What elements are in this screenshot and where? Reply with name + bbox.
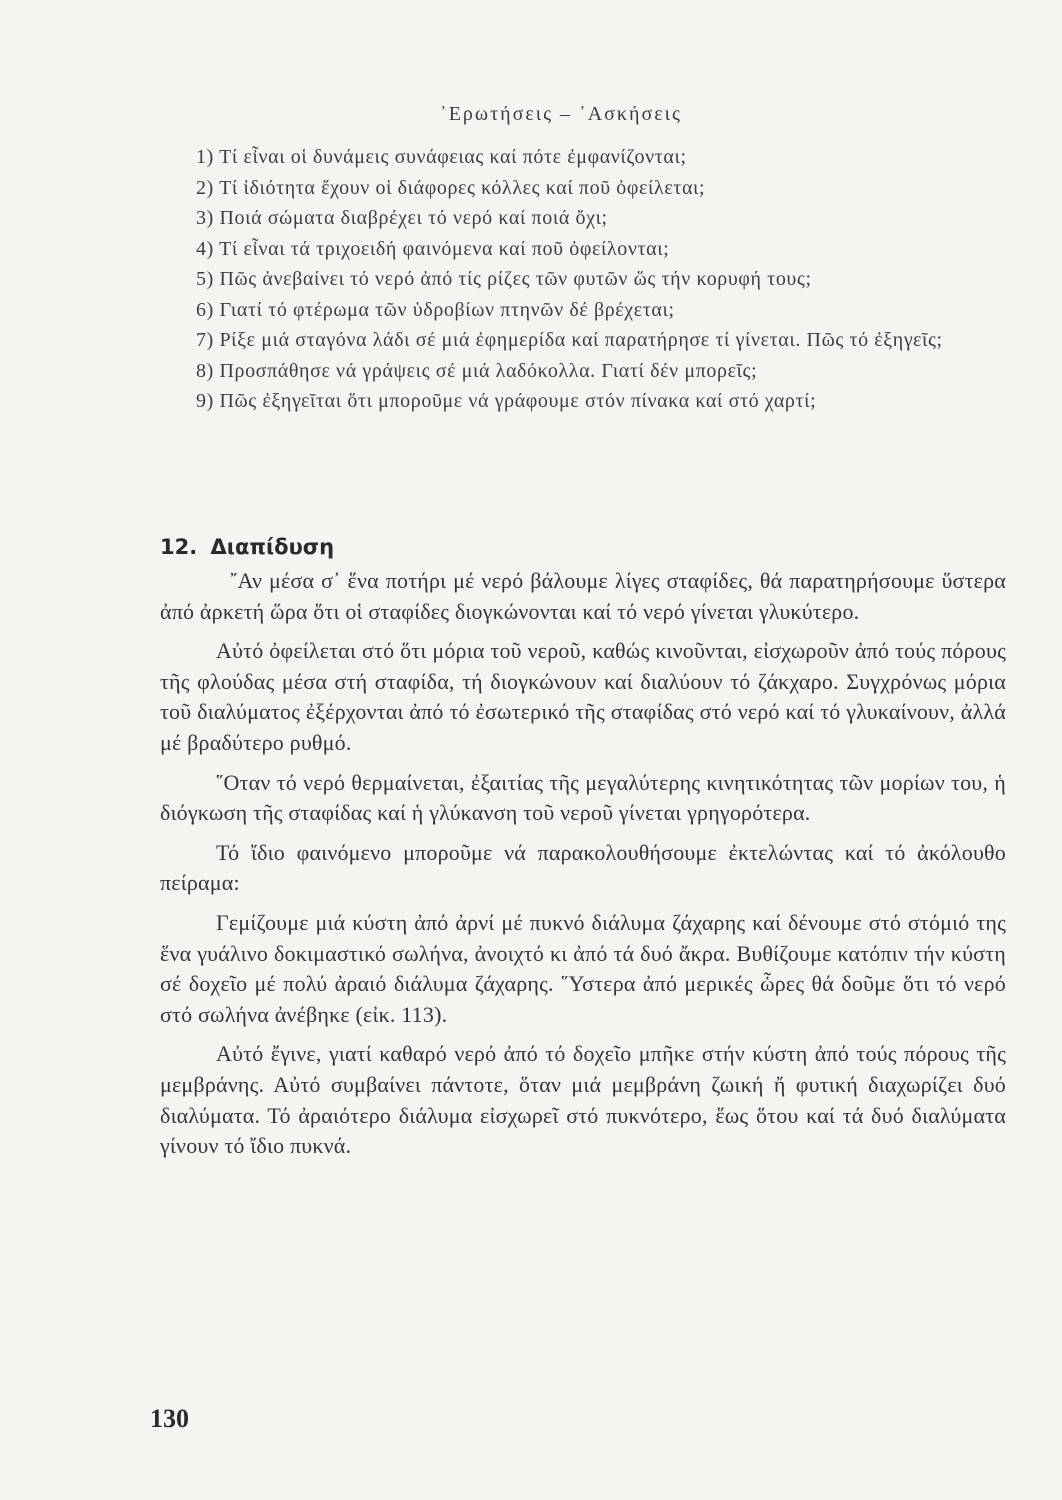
- exercise-item: 8) Προσπάθησε νά γράψεις σέ μιά λαδόκολλα. Γιατί δέν μπορεῖς;: [196, 359, 758, 382]
- exercise-item: 1) Τί εἶναι οἱ δυνάμεις συνάφειας καί πότε ἐμφανίζονται;: [196, 146, 687, 168]
- section-title: Διαπίδυση: [210, 535, 335, 559]
- paragraph: Γεμίζουμε μιά κύστη ἀπό ἀρνί μέ πυκνό διάλυμα ζάχαρης καί δένουμε στό στόμιό της ἕνα γυάλινο δοκιμαστικό σωλήνα, ἀνοιχτό κι ἀπό τά δυό ἄκρα. Βυθίζουμε κατόπιν τήν κύστη σέ δοχεῖο μέ πολύ ἀραιό διάλυμα ζάχαρης. ῞Υστερα ἀπό μερικές ὧρες θά δοῦμε ὅτι τό νερό στό σωλήνα ἀνέβηκε (εἰκ. 113).: [160, 909, 1006, 1027]
- exercise-item: 4) Τί εἶναι τά τριχοειδή φαινόμενα καί ποῦ ὀφείλονται;: [196, 237, 670, 260]
- exercise-item: 9) Πῶς ἐξηγεῖται ὅτι μποροῦμε νά γράφουμε στόν πίνακα καί στό χαρτί;: [196, 390, 817, 412]
- exercise-item: 7) Ρίξε μιά σταγόνα λάδι σέ μιά ἐφημερίδα καί παρατήρησε τί γίνεται. Πῶς τό ἐξηγεῖς;: [196, 329, 943, 351]
- exercise-item: 2) Τί ἰδιότητα ἔχουν οἱ διάφορες κόλλες καί ποῦ ὀφείλεται;: [196, 176, 706, 199]
- section-heading: [160, 535, 334, 559]
- exercise-item: 3) Ποιά σώματα διαβρέχει τό νερό καί ποιά ὄχι;: [196, 207, 608, 229]
- paragraph: Αὐτό ἔγινε, γιατί καθαρό νερό ἀπό τό δοχεῖο μπῆκε στήν κύστη ἀπό τούς πόρους τῆς μεμβράνης. Αὐτό συμβαίνει πάντοτε, ὅταν μιά μεμβράνη ζωική ἤ φυτική διαχωρίζει δυό διαλύματα. Τό ἀραιότερο διάλυμα εἰσχωρεῖ στό πυκνότερο, ἕως ὅτου καί τά δυό διαλύματα γίνουν τό ἴδιο πυκνά.: [160, 1041, 1006, 1159]
- section-number: 12.: [160, 535, 198, 559]
- section-body: [160, 566, 1006, 1171]
- paragraph: Αὐτό ὀφείλεται στό ὅτι μόρια τοῦ νεροῦ, καθώς κινοῦνται, εἰσχωροῦν ἀπό τούς πόρους τῆς φλούδας μέσα στή σταφίδα, τή διογκώνουν καί διαλύουν τό ζάκχαρο. Συγχρόνως μόρια τοῦ διαλύματος ἐξέρχονται ἀπό τό ἐσωτερικό τῆς σταφίδας στό νερό καί τό γλυκαίνουν, ἀλλά μέ βραδύτερο ρυθμό.: [160, 638, 1006, 755]
- exercises-list: [196, 142, 976, 417]
- exercise-item: 5) Πῶς ἀνεβαίνει τό νερό ἀπό τίς ρίζες τῶν φυτῶν ὥς τήν κορυφή τους;: [196, 268, 812, 290]
- paragraph: ῎Αν μέσα σ᾿ ἕνα ποτήρι μέ νερό βάλουμε λίγες σταφίδες, θά παρατηρήσουμε ὕστερα ἀπό ἀρκετή ὥρα ὅτι οἱ σταφίδες διογκώνονται καί τό νερό γίνεται γλυκύτερο.: [160, 568, 1006, 624]
- page-number: 130: [150, 1404, 189, 1433]
- exercises-heading: ᾿Ερωτήσεις – ᾿Ασκήσεις: [440, 103, 682, 125]
- paragraph: Τό ἴδιο φαινόμενο μποροῦμε νά παρακολουθήσουμε ἐκτελώντας καί τό ἀκόλουθο πείραμα:: [160, 839, 1006, 896]
- paragraph: ῞Οταν τό νερό θερμαίνεται, ἐξαιτίας τῆς μεγαλύτερης κινητικότητας τῶν μορίων του, ἡ διόγκωση τῆς σταφίδας καί ἡ γλύκανση τοῦ νεροῦ γίνεται γρηγορότερα.: [160, 769, 1006, 826]
- exercise-item: 6) Γιατί τό φτέρωμα τῶν ὑδροβίων πτηνῶν δέ βρέχεται;: [196, 298, 675, 321]
